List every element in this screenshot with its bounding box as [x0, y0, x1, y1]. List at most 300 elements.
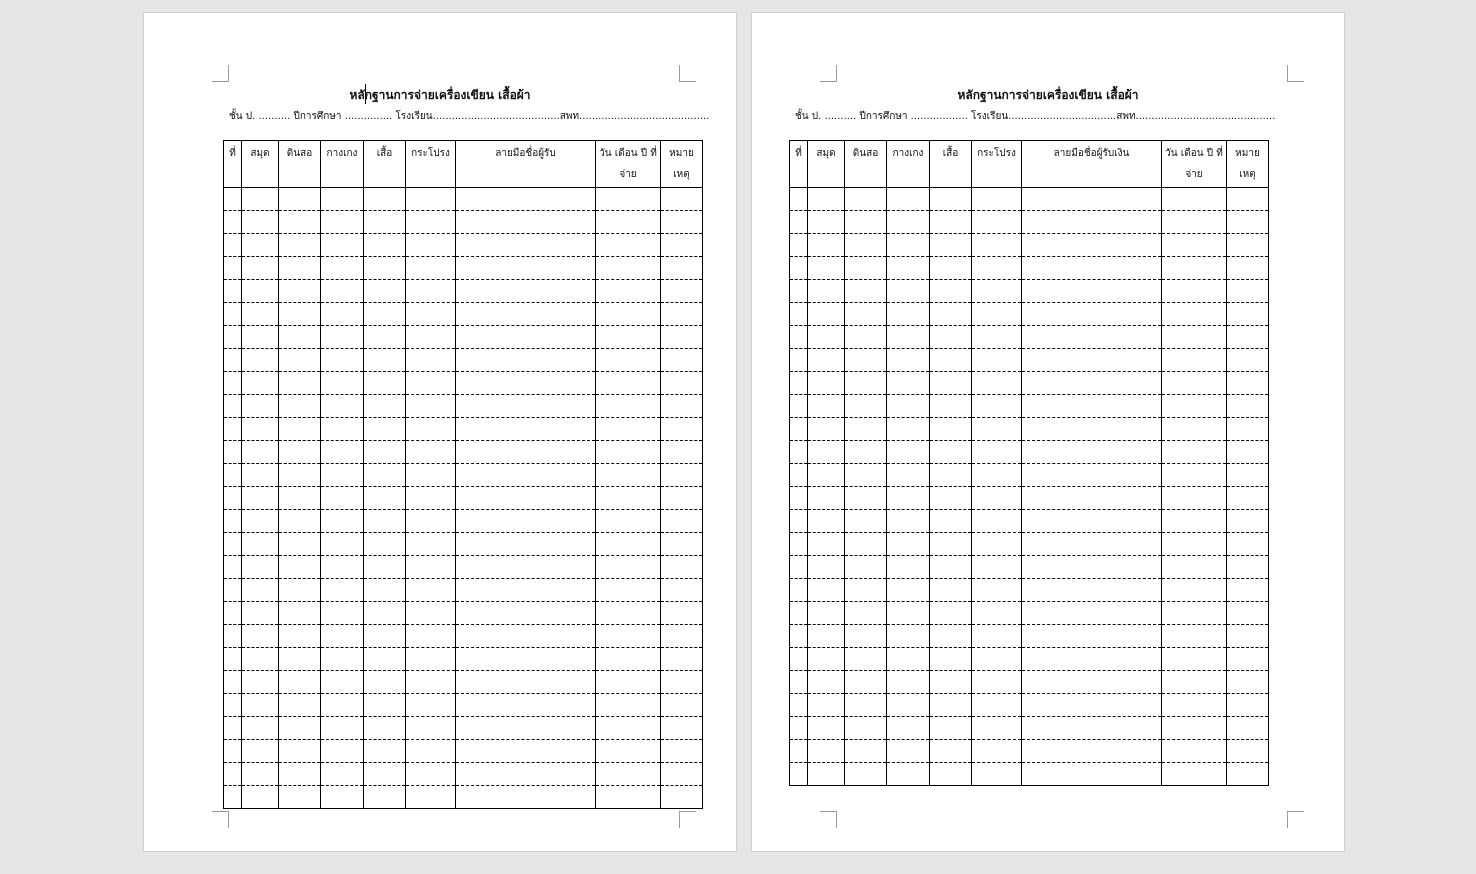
table-cell[interactable] — [364, 326, 406, 349]
table-cell[interactable] — [790, 441, 808, 464]
table-cell[interactable] — [1162, 257, 1227, 280]
table-cell[interactable] — [279, 234, 321, 257]
table-cell[interactable] — [242, 372, 279, 395]
table-cell[interactable] — [1227, 372, 1269, 395]
table-cell[interactable] — [790, 740, 808, 763]
table-cell[interactable] — [321, 211, 364, 234]
table-cell[interactable] — [456, 418, 596, 441]
table-cell[interactable] — [279, 418, 321, 441]
table-cell[interactable] — [1162, 487, 1227, 510]
table-row[interactable] — [224, 648, 703, 671]
table-cell[interactable] — [406, 648, 456, 671]
table-cell[interactable] — [1162, 418, 1227, 441]
table-cell[interactable] — [972, 188, 1022, 211]
table-cell[interactable] — [242, 211, 279, 234]
table-cell[interactable] — [661, 763, 703, 786]
table-cell[interactable] — [845, 280, 887, 303]
table-cell[interactable] — [845, 234, 887, 257]
table-cell[interactable] — [1022, 211, 1162, 234]
table-cell[interactable] — [242, 579, 279, 602]
table-cell[interactable] — [887, 188, 930, 211]
table-cell[interactable] — [596, 349, 661, 372]
table-cell[interactable] — [790, 395, 808, 418]
table-cell[interactable] — [790, 556, 808, 579]
table-cell[interactable] — [790, 349, 808, 372]
table-cell[interactable] — [1162, 303, 1227, 326]
table-cell[interactable] — [279, 349, 321, 372]
table-cell[interactable] — [661, 786, 703, 809]
table-cell[interactable] — [224, 395, 242, 418]
table-row[interactable] — [224, 303, 703, 326]
table-cell[interactable] — [456, 257, 596, 280]
table-cell[interactable] — [845, 211, 887, 234]
table-cell[interactable] — [596, 717, 661, 740]
table-row[interactable] — [224, 188, 703, 211]
table-cell[interactable] — [224, 234, 242, 257]
table-cell[interactable] — [1162, 395, 1227, 418]
table-cell[interactable] — [808, 464, 845, 487]
table-cell[interactable] — [596, 579, 661, 602]
table-cell[interactable] — [1022, 671, 1162, 694]
table-cell[interactable] — [224, 740, 242, 763]
table-cell[interactable] — [790, 188, 808, 211]
table-cell[interactable] — [321, 533, 364, 556]
table-cell[interactable] — [845, 671, 887, 694]
table-row[interactable] — [790, 441, 1269, 464]
table-cell[interactable] — [406, 694, 456, 717]
table-cell[interactable] — [406, 188, 456, 211]
table-cell[interactable] — [930, 625, 972, 648]
table-cell[interactable] — [364, 694, 406, 717]
table-cell[interactable] — [661, 717, 703, 740]
table-cell[interactable] — [279, 625, 321, 648]
table-cell[interactable] — [364, 740, 406, 763]
table-cell[interactable] — [845, 349, 887, 372]
table-cell[interactable] — [596, 763, 661, 786]
table-cell[interactable] — [364, 188, 406, 211]
table-cell[interactable] — [1162, 441, 1227, 464]
table-row[interactable] — [224, 395, 703, 418]
table-cell[interactable] — [596, 671, 661, 694]
table-cell[interactable] — [242, 740, 279, 763]
table-cell[interactable] — [808, 257, 845, 280]
table-cell[interactable] — [1022, 602, 1162, 625]
table-row[interactable] — [790, 303, 1269, 326]
table-cell[interactable] — [930, 464, 972, 487]
table-row[interactable] — [224, 234, 703, 257]
table-row[interactable] — [224, 671, 703, 694]
table-cell[interactable] — [972, 257, 1022, 280]
table-cell[interactable] — [224, 579, 242, 602]
table-cell[interactable] — [661, 464, 703, 487]
table-row[interactable] — [790, 510, 1269, 533]
table-cell[interactable] — [808, 326, 845, 349]
table-cell[interactable] — [242, 763, 279, 786]
table-cell[interactable] — [930, 280, 972, 303]
table-cell[interactable] — [808, 625, 845, 648]
table-cell[interactable] — [242, 395, 279, 418]
distribution-table[interactable] — [223, 140, 703, 809]
table-cell[interactable] — [242, 717, 279, 740]
table-cell[interactable] — [808, 441, 845, 464]
table-cell[interactable] — [224, 418, 242, 441]
table-cell[interactable] — [364, 717, 406, 740]
table-cell[interactable] — [596, 786, 661, 809]
table-cell[interactable] — [790, 418, 808, 441]
table-cell[interactable] — [661, 211, 703, 234]
table-cell[interactable] — [364, 579, 406, 602]
table-cell[interactable] — [1227, 579, 1269, 602]
table-cell[interactable] — [321, 372, 364, 395]
table-cell[interactable] — [596, 487, 661, 510]
table-row[interactable] — [224, 510, 703, 533]
table-cell[interactable] — [596, 648, 661, 671]
table-cell[interactable] — [1162, 579, 1227, 602]
table-cell[interactable] — [321, 510, 364, 533]
table-cell[interactable] — [456, 533, 596, 556]
table-cell[interactable] — [321, 717, 364, 740]
table-cell[interactable] — [279, 763, 321, 786]
table-cell[interactable] — [661, 418, 703, 441]
table-cell[interactable] — [1022, 257, 1162, 280]
table-cell[interactable] — [1227, 188, 1269, 211]
page-title[interactable]: หลักฐานการจ่ายเครื่องเขียน เสื้อผ้า — [957, 88, 1139, 102]
table-cell[interactable] — [224, 786, 242, 809]
table-cell[interactable] — [406, 763, 456, 786]
table-cell[interactable] — [279, 303, 321, 326]
table-cell[interactable] — [808, 671, 845, 694]
table-cell[interactable] — [224, 464, 242, 487]
table-cell[interactable] — [930, 694, 972, 717]
table-cell[interactable] — [887, 211, 930, 234]
table-cell[interactable] — [406, 234, 456, 257]
table-cell[interactable] — [364, 763, 406, 786]
table-cell[interactable] — [364, 395, 406, 418]
table-cell[interactable] — [224, 533, 242, 556]
table-cell[interactable] — [845, 556, 887, 579]
table-cell[interactable] — [279, 487, 321, 510]
table-cell[interactable] — [1022, 303, 1162, 326]
table-cell[interactable] — [456, 556, 596, 579]
table-cell[interactable] — [1022, 487, 1162, 510]
table-cell[interactable] — [790, 464, 808, 487]
table-cell[interactable] — [790, 234, 808, 257]
table-cell[interactable] — [808, 648, 845, 671]
table-cell[interactable] — [790, 671, 808, 694]
table-cell[interactable] — [972, 487, 1022, 510]
table-cell[interactable] — [364, 510, 406, 533]
table-cell[interactable] — [321, 349, 364, 372]
table-cell[interactable] — [1162, 602, 1227, 625]
table-row[interactable] — [790, 211, 1269, 234]
table-cell[interactable] — [364, 280, 406, 303]
table-cell[interactable] — [279, 510, 321, 533]
table-cell[interactable] — [930, 349, 972, 372]
table-cell[interactable] — [1227, 464, 1269, 487]
table-cell[interactable] — [456, 303, 596, 326]
table-cell[interactable] — [790, 602, 808, 625]
table-cell[interactable] — [972, 533, 1022, 556]
table-cell[interactable] — [808, 188, 845, 211]
table-cell[interactable] — [1227, 441, 1269, 464]
table-cell[interactable] — [321, 625, 364, 648]
table-cell[interactable] — [242, 280, 279, 303]
table-cell[interactable] — [1162, 717, 1227, 740]
table-cell[interactable] — [972, 648, 1022, 671]
table-cell[interactable] — [279, 372, 321, 395]
table-cell[interactable] — [456, 464, 596, 487]
table-cell[interactable] — [279, 280, 321, 303]
table-cell[interactable] — [224, 280, 242, 303]
table-cell[interactable] — [845, 740, 887, 763]
table-cell[interactable] — [661, 372, 703, 395]
table-cell[interactable] — [661, 395, 703, 418]
table-cell[interactable] — [321, 786, 364, 809]
table-cell[interactable] — [456, 717, 596, 740]
table-cell[interactable] — [808, 602, 845, 625]
table-cell[interactable] — [321, 188, 364, 211]
table-cell[interactable] — [224, 671, 242, 694]
table-cell[interactable] — [1162, 648, 1227, 671]
table-cell[interactable] — [887, 763, 930, 786]
table-body[interactable] — [790, 188, 1269, 786]
table-cell[interactable] — [279, 257, 321, 280]
table-cell[interactable] — [972, 671, 1022, 694]
table-cell[interactable] — [1227, 257, 1269, 280]
table-row[interactable] — [224, 372, 703, 395]
table-cell[interactable] — [242, 694, 279, 717]
table-cell[interactable] — [321, 579, 364, 602]
table-body[interactable] — [224, 188, 703, 809]
table-cell[interactable] — [596, 211, 661, 234]
table-cell[interactable] — [808, 349, 845, 372]
table-cell[interactable] — [887, 326, 930, 349]
table-cell[interactable] — [1227, 694, 1269, 717]
table-cell[interactable] — [972, 602, 1022, 625]
table-cell[interactable] — [1227, 211, 1269, 234]
table-row[interactable] — [790, 487, 1269, 510]
table-cell[interactable] — [242, 464, 279, 487]
table-cell[interactable] — [321, 464, 364, 487]
table-cell[interactable] — [321, 280, 364, 303]
table-cell[interactable] — [1022, 763, 1162, 786]
table-cell[interactable] — [1022, 326, 1162, 349]
table-row[interactable] — [224, 464, 703, 487]
table-cell[interactable] — [224, 372, 242, 395]
table-cell[interactable] — [1162, 671, 1227, 694]
table-cell[interactable] — [972, 441, 1022, 464]
table-cell[interactable] — [279, 717, 321, 740]
table-cell[interactable] — [456, 234, 596, 257]
table-cell[interactable] — [1022, 372, 1162, 395]
table-cell[interactable] — [661, 671, 703, 694]
table-cell[interactable] — [1162, 533, 1227, 556]
table-cell[interactable] — [887, 740, 930, 763]
table-cell[interactable] — [406, 464, 456, 487]
table-cell[interactable] — [406, 211, 456, 234]
table-cell[interactable] — [596, 326, 661, 349]
table-cell[interactable] — [596, 625, 661, 648]
table-cell[interactable] — [790, 648, 808, 671]
table-cell[interactable] — [887, 648, 930, 671]
table-cell[interactable] — [406, 625, 456, 648]
table-cell[interactable] — [808, 372, 845, 395]
table-cell[interactable] — [279, 671, 321, 694]
table-cell[interactable] — [1227, 395, 1269, 418]
table-cell[interactable] — [1022, 395, 1162, 418]
table-cell[interactable] — [279, 211, 321, 234]
table-cell[interactable] — [406, 487, 456, 510]
table-cell[interactable] — [808, 694, 845, 717]
table-cell[interactable] — [887, 280, 930, 303]
table-cell[interactable] — [456, 602, 596, 625]
table-cell[interactable] — [972, 694, 1022, 717]
table-cell[interactable] — [808, 234, 845, 257]
table-cell[interactable] — [596, 533, 661, 556]
table-cell[interactable] — [845, 464, 887, 487]
table-cell[interactable] — [456, 188, 596, 211]
table-cell[interactable] — [887, 349, 930, 372]
table-cell[interactable] — [224, 326, 242, 349]
table-cell[interactable] — [1022, 280, 1162, 303]
table-cell[interactable] — [406, 579, 456, 602]
table-cell[interactable] — [887, 602, 930, 625]
table-cell[interactable] — [930, 418, 972, 441]
table-cell[interactable] — [972, 510, 1022, 533]
table-cell[interactable] — [1022, 349, 1162, 372]
table-cell[interactable] — [406, 740, 456, 763]
table-cell[interactable] — [596, 395, 661, 418]
table-cell[interactable] — [845, 625, 887, 648]
table-row[interactable] — [224, 418, 703, 441]
table-cell[interactable] — [279, 556, 321, 579]
table-cell[interactable] — [279, 694, 321, 717]
table-cell[interactable] — [224, 648, 242, 671]
table-cell[interactable] — [242, 510, 279, 533]
table-cell[interactable] — [972, 372, 1022, 395]
table-cell[interactable] — [1162, 556, 1227, 579]
table-cell[interactable] — [364, 487, 406, 510]
table-cell[interactable] — [242, 533, 279, 556]
table-cell[interactable] — [321, 303, 364, 326]
table-row[interactable] — [790, 464, 1269, 487]
table-cell[interactable] — [1022, 648, 1162, 671]
table-cell[interactable] — [887, 418, 930, 441]
table-cell[interactable] — [406, 280, 456, 303]
table-cell[interactable] — [279, 533, 321, 556]
table-cell[interactable] — [224, 556, 242, 579]
table-cell[interactable] — [887, 671, 930, 694]
table-cell[interactable] — [242, 441, 279, 464]
table-cell[interactable] — [972, 717, 1022, 740]
table-cell[interactable] — [321, 740, 364, 763]
table-cell[interactable] — [224, 349, 242, 372]
table-cell[interactable] — [790, 211, 808, 234]
table-cell[interactable] — [406, 717, 456, 740]
table-cell[interactable] — [972, 349, 1022, 372]
table-row[interactable] — [790, 326, 1269, 349]
table-cell[interactable] — [1022, 441, 1162, 464]
table-row[interactable] — [224, 211, 703, 234]
table-cell[interactable] — [279, 326, 321, 349]
table-cell[interactable] — [242, 648, 279, 671]
table-cell[interactable] — [224, 257, 242, 280]
table-cell[interactable] — [456, 211, 596, 234]
table-cell[interactable] — [808, 579, 845, 602]
table-cell[interactable] — [887, 694, 930, 717]
table-cell[interactable] — [456, 395, 596, 418]
table-cell[interactable] — [321, 694, 364, 717]
table-cell[interactable] — [364, 234, 406, 257]
table-cell[interactable] — [242, 303, 279, 326]
table-cell[interactable] — [887, 441, 930, 464]
table-cell[interactable] — [364, 372, 406, 395]
table-cell[interactable] — [661, 441, 703, 464]
table-cell[interactable] — [1162, 372, 1227, 395]
table-cell[interactable] — [845, 602, 887, 625]
table-cell[interactable] — [1227, 740, 1269, 763]
table-cell[interactable] — [456, 372, 596, 395]
table-cell[interactable] — [930, 740, 972, 763]
table-cell[interactable] — [808, 533, 845, 556]
table-cell[interactable] — [930, 395, 972, 418]
table-row[interactable] — [790, 234, 1269, 257]
table-cell[interactable] — [661, 303, 703, 326]
table-cell[interactable] — [930, 234, 972, 257]
table-cell[interactable] — [1162, 280, 1227, 303]
table-cell[interactable] — [790, 372, 808, 395]
table-cell[interactable] — [406, 441, 456, 464]
table-cell[interactable] — [930, 487, 972, 510]
table-cell[interactable] — [1162, 740, 1227, 763]
table-row[interactable] — [224, 533, 703, 556]
table-cell[interactable] — [790, 326, 808, 349]
table-cell[interactable] — [808, 303, 845, 326]
table-row[interactable] — [790, 533, 1269, 556]
table-cell[interactable] — [808, 487, 845, 510]
table-cell[interactable] — [242, 671, 279, 694]
table-cell[interactable] — [364, 303, 406, 326]
table-cell[interactable] — [845, 717, 887, 740]
table-cell[interactable] — [321, 648, 364, 671]
table-cell[interactable] — [887, 303, 930, 326]
table-cell[interactable] — [845, 441, 887, 464]
table-row[interactable] — [790, 648, 1269, 671]
table-cell[interactable] — [406, 395, 456, 418]
table-cell[interactable] — [279, 188, 321, 211]
table-cell[interactable] — [224, 694, 242, 717]
table-cell[interactable] — [845, 188, 887, 211]
table-cell[interactable] — [279, 786, 321, 809]
table-cell[interactable] — [596, 257, 661, 280]
table-cell[interactable] — [808, 211, 845, 234]
table-cell[interactable] — [406, 349, 456, 372]
table-row[interactable] — [790, 763, 1269, 786]
table-cell[interactable] — [242, 418, 279, 441]
table-cell[interactable] — [790, 280, 808, 303]
table-cell[interactable] — [242, 349, 279, 372]
table-cell[interactable] — [1162, 763, 1227, 786]
table-cell[interactable] — [808, 740, 845, 763]
table-cell[interactable] — [790, 763, 808, 786]
table-cell[interactable] — [364, 211, 406, 234]
table-cell[interactable] — [930, 257, 972, 280]
table-cell[interactable] — [845, 533, 887, 556]
table-cell[interactable] — [930, 717, 972, 740]
table-cell[interactable] — [887, 372, 930, 395]
table-cell[interactable] — [1227, 349, 1269, 372]
table-cell[interactable] — [242, 786, 279, 809]
